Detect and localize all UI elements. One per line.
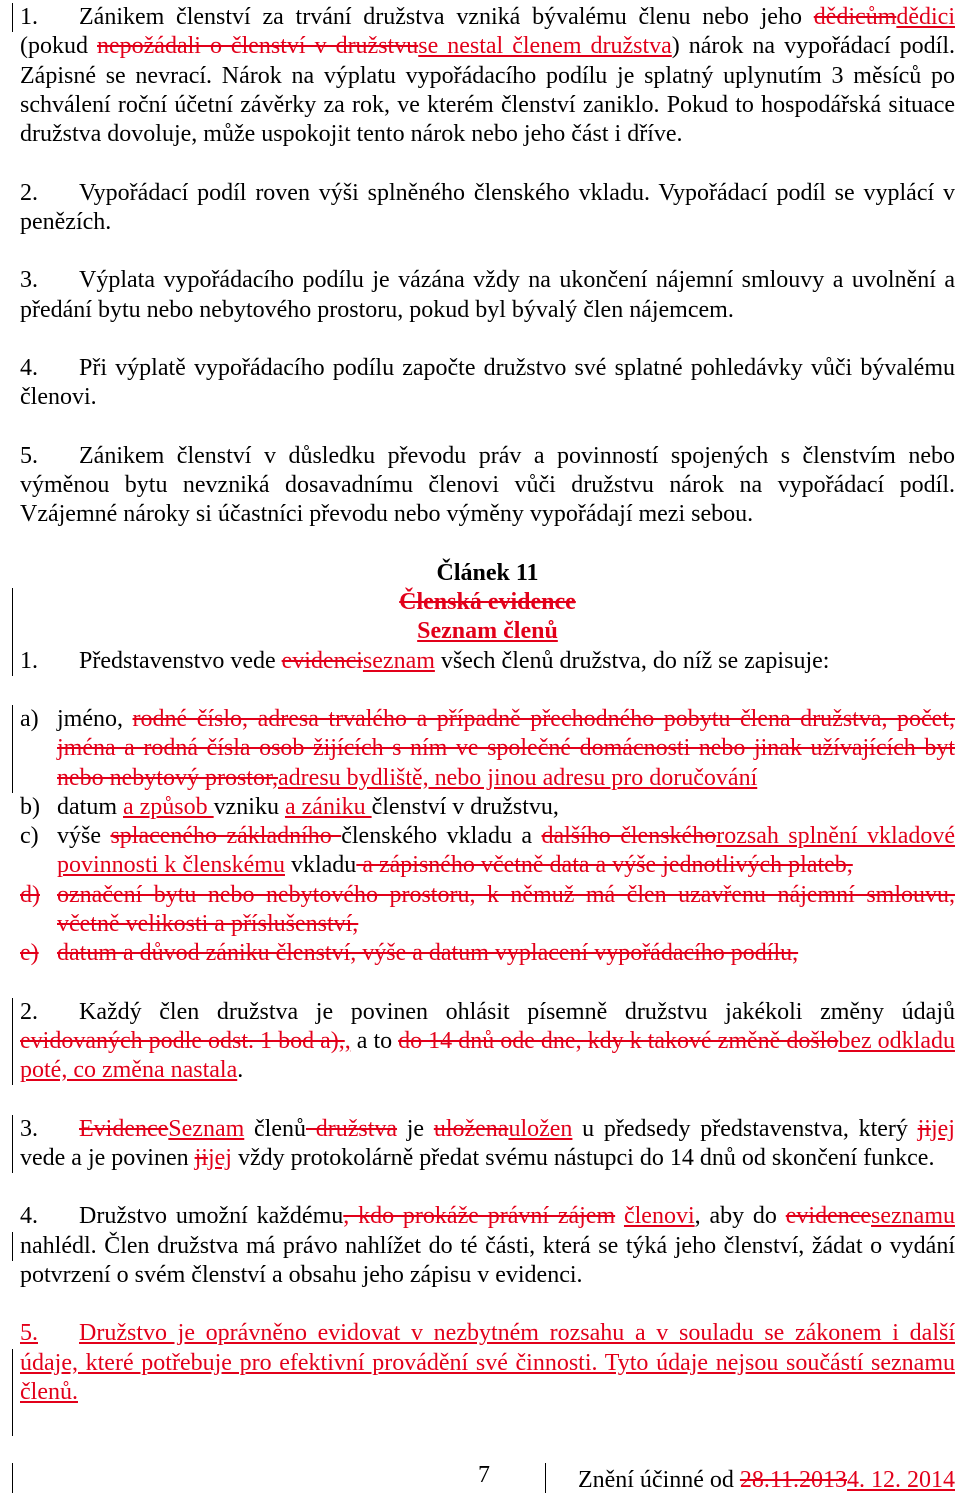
body-text: Zánikem členství za trvání družstva vzniká bývalému členu nebo jeho	[79, 4, 814, 30]
body-text: Každý člen družstva je povinen ohlásit písemně družstvu jakékoli změny údajů	[79, 998, 955, 1025]
paragraph	[20, 1202, 955, 1290]
body-text: Výplata vypořádacího podílu je vázána vždy na ukončení nájemní smlouvy a uvolnění a předání bytu nebo nebytového prostoru, pokud byl bývalý člen nájemcem.	[20, 267, 955, 323]
body-text: členského vkladu a	[341, 823, 542, 849]
change-bar	[12, 705, 13, 793]
body-text: , aby do	[694, 1203, 786, 1230]
change-bar	[12, 3, 13, 32]
body-text: všech členů družstva, do níž se zapisuje:	[434, 647, 830, 674]
inserted-text: dědici	[896, 4, 955, 30]
record-item	[20, 939, 955, 968]
paragraph-number: 4.	[20, 1203, 38, 1230]
item-text	[57, 793, 955, 822]
body-text: a to	[350, 1027, 399, 1054]
body-text: Vypořádací podíl roven výši splněného členského vkladu. Vypořádací podíl se vyplácí v penězích.	[20, 179, 955, 235]
deleted-text: , kdo prokáže právní zájem	[343, 1203, 616, 1230]
record-item	[20, 705, 955, 793]
body-text: Znění účinné od	[577, 1467, 740, 1493]
body-text: členů	[244, 1115, 306, 1142]
body-text: (pokud	[20, 33, 97, 60]
paragraph-number: 3.	[20, 267, 38, 294]
inserted-text: 4. 12. 2014	[847, 1467, 955, 1493]
change-bar	[12, 1349, 13, 1436]
deleted-text: uložena	[433, 1115, 509, 1142]
change-bar	[12, 588, 13, 676]
inserted-text: Družstvo je oprávněno evidovat v nezbytném rozsahu a v souladu se zákonem i další údaje, které potřebuje pro efektivní provádění své činnosti. Tyto údaje nejsou součástí seznamu členů.	[20, 1320, 955, 1405]
inserted-text: členovi	[623, 1203, 695, 1230]
inserted-text: rozsah splnění vkladové povinnosti k členskému	[57, 823, 956, 879]
body-text: vede a je povinen	[20, 1144, 195, 1171]
body-text: nahlédl. Člen družstva má právo nahlížet do té části, která se týká jeho členství, žádat o vydání potvrzení o svém členství a obsahu jeho zápisu v evidenci.	[20, 1232, 955, 1288]
deleted-text: datum a důvod zániku členství, výše a datum vyplacení vypořádacího podílu,	[57, 940, 799, 966]
inserted-text: se nestal členem družstva	[418, 33, 672, 60]
body-text: vkladu	[284, 852, 357, 879]
paragraph-number: 4.	[20, 355, 38, 381]
change-bar	[12, 1115, 13, 1173]
article-heading	[20, 559, 955, 647]
paragraph	[20, 3, 955, 149]
change-bar	[12, 998, 13, 1085]
paragraph	[20, 179, 955, 238]
paragraph	[20, 354, 955, 413]
effective-date-note	[578, 1466, 955, 1495]
item-label: e)	[20, 940, 39, 966]
record-list	[20, 705, 955, 968]
deleted-text: ji	[917, 1115, 931, 1142]
page-number: 7	[478, 1462, 490, 1488]
body-text: vždy protokolárně předat svému nástupci do 14 dnů od skončení funkce.	[231, 1144, 935, 1171]
inserted-text: adresu bydliště, nebo jinou adresu pro doručování	[278, 764, 758, 791]
body-text: .	[237, 1057, 244, 1083]
paragraph-number: 1.	[20, 4, 38, 30]
body-text: Představenstvo vede	[79, 647, 282, 674]
deleted-text: Evidence	[79, 1115, 169, 1142]
section-bottom	[20, 998, 955, 1408]
record-item	[20, 822, 955, 881]
inserted-text: jej	[930, 1115, 955, 1142]
paragraph	[20, 998, 955, 1086]
document-page	[20, 3, 955, 1436]
inserted-text: bez odkladu poté, co změna nastala	[20, 1027, 955, 1083]
paragraph	[20, 442, 955, 530]
change-bar	[545, 1463, 546, 1493]
inserted-text: ,	[344, 1027, 351, 1054]
item-label: a)	[20, 706, 39, 732]
paragraph-number: 3.	[20, 1115, 38, 1142]
paragraph-number: 5.	[20, 1320, 38, 1347]
deleted-text: splaceného základního	[110, 823, 342, 849]
deleted-text: do 14 dnů ode dne, kdy k takové změně došlo	[398, 1027, 839, 1054]
item-label: b)	[20, 793, 40, 820]
item-text	[57, 939, 955, 968]
body-text: ) nárok na vypořádací podíl. Zápisné se nevrací. Nárok na výplatu vypořádacího podílu je splatný uplynutím 3 měsíců po schválení roční účetní závěrky za rok, ve kterém členství zaniklo. Pokud to hospodářská situace družstva dovoluje, může uspokojit tento nárok nebo jeho část i dříve.	[20, 33, 956, 147]
paragraph	[20, 266, 955, 325]
record-intro	[20, 647, 955, 676]
change-bar	[12, 1232, 13, 1261]
deleted-text: rodné číslo, adresa trvalého a případně přechodného pobytu člena družstva, počet, jména a rodná čísla osob žijících s ním ve společné domácnosti nebo jinak užívajících byt nebo nebytový prostor,	[57, 706, 955, 791]
body-text: jméno,	[57, 706, 133, 732]
item-label: c)	[20, 823, 39, 849]
record-item	[20, 881, 955, 940]
section-top	[20, 3, 955, 530]
article-title: Článek 11	[436, 559, 539, 586]
item-text	[57, 705, 955, 793]
body-text	[615, 1203, 624, 1229]
deleted-text: evidenci	[281, 647, 363, 674]
article-old-name: Členská evidence	[399, 589, 576, 615]
inserted-text: Seznam	[168, 1115, 245, 1142]
deleted-text: dalšího členského	[541, 823, 717, 849]
inserted-text: a způsob	[123, 793, 214, 820]
body-text: Družstvo umožní každému	[79, 1203, 344, 1230]
deleted-text: evidovaných podle odst. 1 bod a),	[20, 1027, 345, 1054]
body-text: výše	[57, 823, 111, 849]
deleted-text: družstva	[305, 1115, 398, 1142]
body-text: členství v družstvu,	[371, 793, 559, 820]
deleted-text: 28.11.2013	[739, 1467, 847, 1493]
body-text: Zánikem členství v důsledku převodu práv a povinností spojených s členstvím nebo výměnou bytu nevzniká dosavadnímu členovi vůči družstvu nárok na vypořádací podíl. Vzájemné nároky si účastníci převodu nebo výměny vypořádají mezi sebou.	[20, 442, 955, 528]
deleted-text: označení bytu nebo nebytového prostoru, k němuž má člen uzavřenu nájemní smlouvu, včetně velikosti a příslušenství,	[57, 881, 955, 937]
body-text: je	[397, 1115, 434, 1142]
paragraph-number: 1.	[20, 647, 38, 674]
inserted-text: jej	[207, 1144, 232, 1171]
inserted-text: seznamu	[871, 1203, 955, 1230]
deleted-text: a zápisného včetně data a výše jednotlivých plateb,	[356, 852, 853, 879]
inserted-text: seznam	[362, 647, 435, 674]
body-text: vzniku	[213, 793, 285, 820]
item-label: d)	[20, 881, 40, 908]
paragraph-number: 5.	[20, 442, 38, 469]
record-item	[20, 793, 955, 822]
deleted-text: evidence	[785, 1203, 872, 1230]
inserted-text: uložen	[508, 1115, 573, 1142]
paragraph-number: 2.	[20, 179, 38, 206]
item-text	[57, 822, 955, 881]
paragraph	[20, 1115, 955, 1174]
article-new-name: Seznam členů	[417, 618, 558, 645]
inserted-text: a zániku	[284, 793, 372, 820]
body-text: datum	[57, 793, 123, 820]
deleted-text: nepožádali o členství v družstvu	[97, 33, 419, 60]
body-text: Při výplatě vypořádacího podílu započte družstvo své splatné pohledávky vůči bývalému členovi.	[20, 355, 955, 411]
deleted-text: ji	[194, 1144, 208, 1171]
deleted-text: dědicům	[813, 4, 897, 30]
body-text: u předsedy představenstva, který	[572, 1115, 918, 1142]
change-bar	[12, 1463, 13, 1493]
paragraph	[20, 647, 955, 676]
paragraph-number: 2.	[20, 998, 38, 1025]
item-text	[57, 881, 955, 940]
paragraph	[20, 1319, 955, 1407]
